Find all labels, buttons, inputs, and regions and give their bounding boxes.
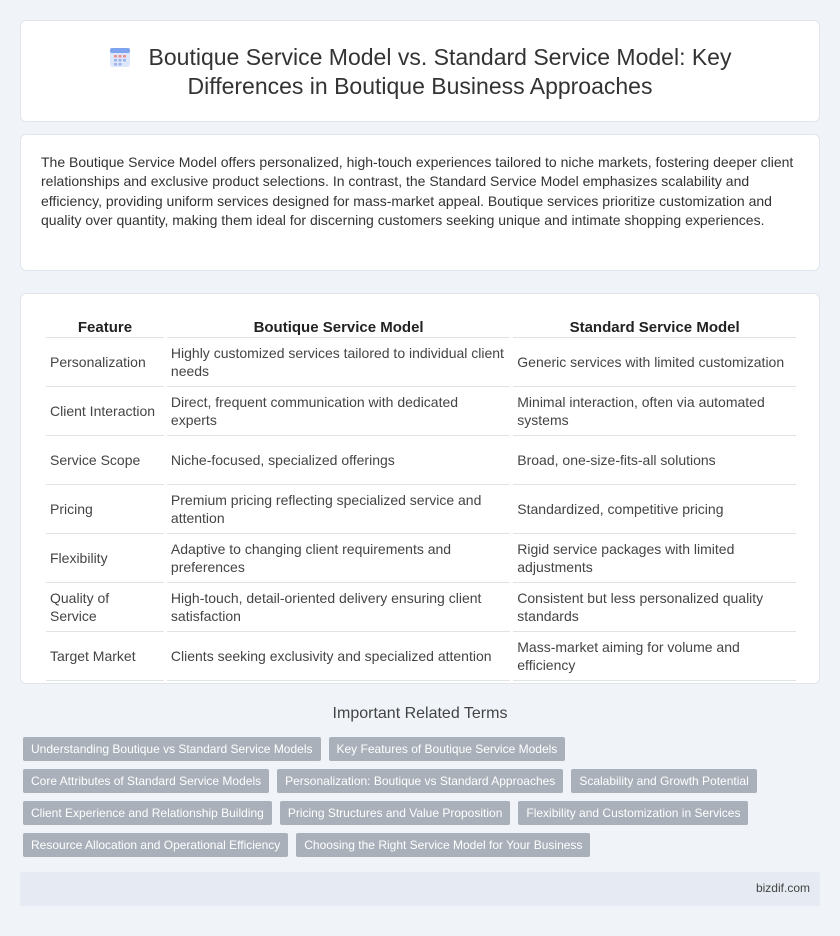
related-term-tag[interactable]: Choosing the Right Service Model for Your Business — [296, 833, 590, 857]
feature-cell: Service Scope — [46, 436, 164, 485]
standard-cell: Broad, one-size-fits-all solutions — [513, 436, 796, 485]
table-row — [46, 534, 796, 583]
feature-cell: Pricing — [46, 485, 164, 534]
related-term-tag[interactable]: Key Features of Boutique Service Models — [329, 737, 566, 761]
feature-cell: Flexibility — [46, 534, 164, 583]
header-boutique: Boutique Service Model — [167, 316, 510, 338]
feature-cell: Personalization — [46, 338, 164, 387]
boutique-cell: Premium pricing reflecting specialized service and attention — [167, 485, 510, 534]
table-row — [46, 387, 796, 436]
footer-site-link[interactable]: bizdif.com — [755, 881, 810, 895]
standard-cell: Standardized, competitive pricing — [513, 485, 796, 534]
page-title-wrap — [21, 43, 819, 101]
feature-cell: Quality of Service — [46, 583, 164, 632]
header-standard: Standard Service Model — [513, 316, 796, 338]
standard-cell: Rigid service packages with limited adjustments — [513, 534, 796, 583]
related-terms-tags — [23, 737, 823, 865]
related-term-tag[interactable]: Core Attributes of Standard Service Models — [23, 769, 269, 793]
standard-cell: Minimal interaction, often via automated systems — [513, 387, 796, 436]
feature-cell: Target Market — [46, 632, 164, 681]
page-title: Boutique Service Model vs. Standard Service Model: Key Differences in Boutique Business Approaches — [148, 44, 732, 99]
table-row — [46, 338, 796, 387]
boutique-cell: High-touch, detail-oriented delivery ensuring client satisfaction — [167, 583, 510, 632]
table-row — [46, 436, 796, 485]
boutique-cell: Niche-focused, specialized offerings — [167, 436, 510, 485]
comparison-table — [43, 316, 799, 681]
related-term-tag[interactable]: Flexibility and Customization in Services — [518, 801, 748, 825]
comparison-card — [20, 293, 820, 684]
boutique-cell: Clients seeking exclusivity and specialized attention — [167, 632, 510, 681]
calendar-grid-icon — [109, 46, 131, 68]
boutique-cell: Adaptive to changing client requirements and preferences — [167, 534, 510, 583]
related-term-tag[interactable]: Scalability and Growth Potential — [571, 769, 756, 793]
header-feature: Feature — [46, 316, 164, 338]
header-card — [20, 20, 820, 122]
intro-paragraph: The Boutique Service Model offers personalized, high-touch experiences tailored to niche markets, fostering deeper client relationships and exclusive product selections. In contrast, the Standard Service Model emphasizes scalability and efficiency, providing uniform services designed for mass-market appeal. Boutique services prioritize customization and quality over quantity, making them ideal for discerning customers seeking unique and intimate shopping experiences. — [41, 154, 794, 229]
boutique-cell: Highly customized services tailored to individual client needs — [167, 338, 510, 387]
table-row — [46, 583, 796, 632]
intro-card — [20, 134, 820, 271]
table-row — [46, 632, 796, 681]
footer-bar — [20, 872, 820, 906]
standard-cell: Generic services with limited customization — [513, 338, 796, 387]
table-header-row — [46, 316, 796, 338]
related-term-tag[interactable]: Understanding Boutique vs Standard Service Models — [23, 737, 321, 761]
table-row — [46, 485, 796, 534]
standard-cell: Mass-market aiming for volume and efficiency — [513, 632, 796, 681]
feature-cell: Client Interaction — [46, 387, 164, 436]
related-term-tag[interactable]: Personalization: Boutique vs Standard Approaches — [277, 769, 563, 793]
related-term-tag[interactable]: Pricing Structures and Value Proposition — [280, 801, 511, 825]
standard-cell: Consistent but less personalized quality standards — [513, 583, 796, 632]
boutique-cell: Direct, frequent communication with dedicated experts — [167, 387, 510, 436]
related-terms-title: Important Related Terms — [332, 705, 508, 722]
related-term-tag[interactable]: Resource Allocation and Operational Efficiency — [23, 833, 288, 857]
related-term-tag[interactable]: Client Experience and Relationship Building — [23, 801, 272, 825]
